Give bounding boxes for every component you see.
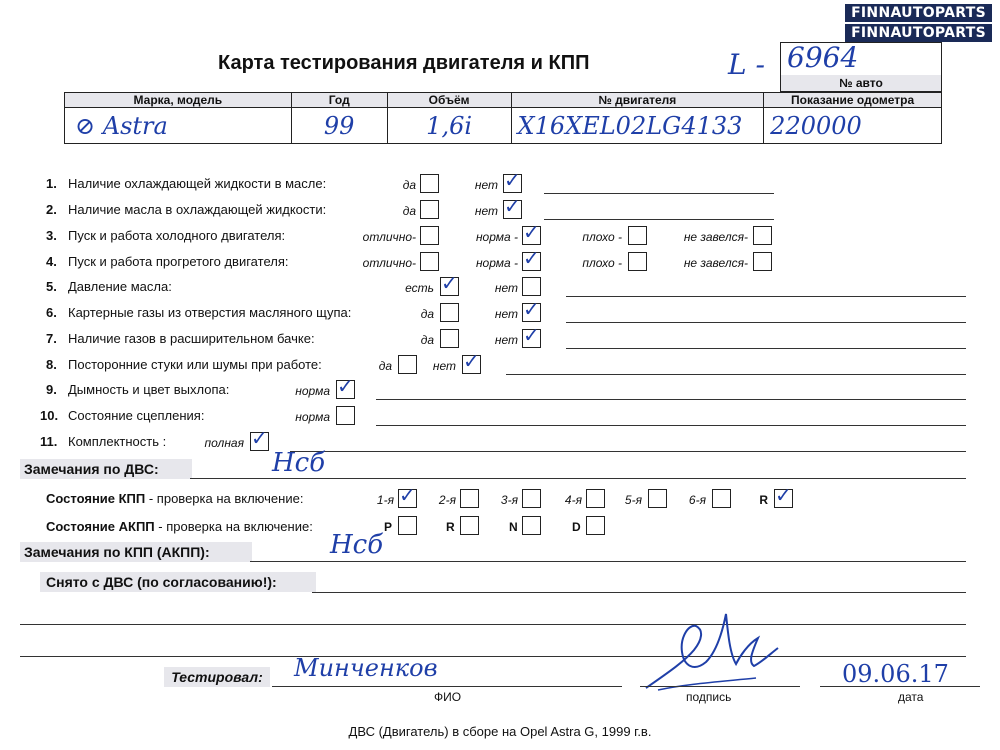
gear-6-label: 6-я	[688, 493, 706, 507]
caption: ДВС (Двигатель) в сборе на Opel Astra G, 1999 г.в.	[348, 724, 652, 739]
akpp-label: Состояние АКПП	[46, 519, 155, 534]
item-number: 8.	[46, 357, 57, 372]
item-label: Дымность и цвет выхлопа:	[68, 382, 230, 397]
item-number: 3.	[46, 228, 57, 243]
item-2-checkbox-yes[interactable]	[420, 200, 439, 219]
auto-number-value: 6964	[787, 41, 859, 74]
item-number: 5.	[46, 279, 57, 294]
item-label: Состояние сцепления:	[68, 408, 205, 423]
fio-label: ФИО	[434, 690, 462, 704]
item-7-checkbox-yes[interactable]	[440, 329, 459, 348]
item-label: Комплектность :	[68, 434, 167, 449]
item-9-opt-normal: норма	[295, 384, 330, 398]
item-7-opt-no: нет	[494, 333, 518, 347]
akpp-n-checkbox[interactable]	[522, 516, 541, 535]
item-4-checkbox-poor[interactable]	[628, 252, 647, 271]
col-odometer: Показание одометра	[764, 93, 942, 108]
kpp-label: Состояние КПП	[46, 491, 146, 506]
gear-3-label: 3-я	[500, 493, 518, 507]
item-3	[46, 228, 285, 243]
check-mark-icon: ✓	[463, 349, 480, 373]
kpp-remarks-line	[250, 561, 966, 562]
auto-number-box	[780, 42, 942, 92]
item-7-opt-yes: да	[420, 333, 434, 347]
dvs-remarks-line	[190, 478, 966, 479]
tester-name: Минченков	[294, 654, 438, 682]
item-2-notes-line	[544, 219, 774, 220]
item-3-opt-normal: норма -	[475, 230, 518, 244]
item-3-checkbox-excellent[interactable]	[420, 226, 439, 245]
item-2-opt-yes: да	[402, 204, 416, 218]
item-10	[40, 408, 204, 423]
gear-5-checkbox[interactable]	[648, 489, 667, 508]
item-number: 1.	[46, 176, 57, 191]
check-mark-icon: ✓	[251, 426, 268, 450]
check-mark-icon: ✓	[504, 194, 521, 218]
item-label: Картерные газы из отверстия масляного щупа:	[68, 305, 352, 320]
item-1	[46, 176, 326, 191]
item-label: Пуск и работа холодного двигателя:	[68, 228, 286, 243]
item-3-checkbox-no-start[interactable]	[753, 226, 772, 245]
item-label: Наличие охлаждающей жидкости в масле:	[68, 176, 327, 191]
item-3-checkbox-poor[interactable]	[628, 226, 647, 245]
page-title: Карта тестирования двигателя и КПП	[218, 52, 590, 74]
check-mark-icon: ✓	[337, 374, 354, 398]
item-6-opt-yes: да	[420, 307, 434, 321]
item-4-opt-no-start: не завелся-	[683, 256, 748, 270]
date-value: 09.06.17	[842, 660, 949, 688]
item-6	[46, 305, 351, 320]
item-8-checkbox-yes[interactable]	[398, 355, 417, 374]
removed-line-3	[20, 656, 966, 657]
check-mark-icon: ✓	[775, 483, 792, 507]
item-number: 4.	[46, 254, 57, 269]
watermark-line-1: FINNAUTOPARTS	[845, 4, 992, 22]
gear-6-checkbox[interactable]	[712, 489, 731, 508]
check-mark-icon: ✓	[523, 297, 540, 321]
removed-line-1	[312, 592, 966, 593]
item-6-notes-line	[566, 322, 966, 323]
kpp-row-label	[46, 491, 303, 506]
signature-label: подпись	[686, 690, 732, 704]
item-4	[46, 254, 288, 269]
item-10-checkbox-normal[interactable]	[336, 406, 355, 425]
check-mark-icon: ✓	[523, 246, 540, 270]
item-5-checkbox-no[interactable]	[522, 277, 541, 296]
item-number: 2.	[46, 202, 57, 217]
item-10-notes-line	[376, 425, 966, 426]
item-4-checkbox-no-start[interactable]	[753, 252, 772, 271]
gear-2-checkbox[interactable]	[460, 489, 479, 508]
item-label: Наличие масла в охлаждающей жидкости:	[68, 202, 327, 217]
tested-label: Тестировал:	[164, 667, 270, 687]
kpp-remarks-value: Нсб	[330, 530, 384, 560]
item-number: 9.	[46, 382, 57, 397]
akpp-p-label: P	[384, 520, 393, 534]
kpp-remarks-label: Замечания по КПП (АКПП):	[20, 542, 252, 562]
item-label: Пуск и работа прогретого двигателя:	[68, 254, 289, 269]
handwritten-id: L -	[728, 48, 765, 81]
item-number: 10.	[40, 408, 59, 423]
value-engine-number: X16XEL02LG4133	[511, 108, 764, 144]
item-11	[40, 434, 166, 449]
col-volume: Объём	[387, 93, 511, 108]
item-8	[46, 357, 322, 372]
gear-4-label: 4-я	[564, 493, 582, 507]
item-1-checkbox-yes[interactable]	[420, 174, 439, 193]
value-odometer: 220000	[764, 108, 942, 144]
item-8-opt-no: нет	[432, 359, 456, 373]
item-label: Давление масла:	[68, 279, 172, 294]
item-4-opt-excellent: отлично-	[362, 256, 416, 270]
item-5-notes-line	[566, 296, 966, 297]
item-5-opt-yes: есть	[405, 281, 434, 295]
gear-4-checkbox[interactable]	[586, 489, 605, 508]
item-label: Наличие газов в расширительном бачке:	[68, 331, 315, 346]
akpp-p-checkbox[interactable]	[398, 516, 417, 535]
fio-line	[272, 686, 622, 687]
item-1-notes-line	[544, 193, 774, 194]
value-make-model: ⊘ Astra	[65, 108, 292, 144]
akpp-row-label	[46, 519, 313, 534]
gear-3-checkbox[interactable]	[522, 489, 541, 508]
gear-2-label: 2-я	[438, 493, 456, 507]
item-11-opt-full: полная	[204, 436, 244, 450]
item-5	[46, 279, 172, 294]
check-mark-icon: ✓	[441, 271, 458, 295]
signature-line	[640, 686, 800, 687]
item-5-opt-no: нет	[494, 281, 518, 295]
item-9-notes-line	[376, 399, 966, 400]
item-label: Посторонние стуки или шумы при работе:	[68, 357, 322, 372]
item-7	[46, 331, 315, 346]
watermark-line-2: FINNAUTOPARTS	[845, 24, 992, 42]
dvs-remarks-value: Нсб	[272, 448, 326, 478]
item-3-opt-poor: плохо -	[582, 230, 622, 244]
auto-number-label: № авто	[781, 75, 941, 91]
date-label: дата	[898, 690, 924, 704]
item-4-opt-poor: плохо -	[582, 256, 622, 270]
gear-5-label: 5-я	[624, 493, 642, 507]
gear-1-label: 1-я	[376, 493, 394, 507]
item-4-opt-normal: норма -	[475, 256, 518, 270]
item-8-notes-line	[506, 374, 966, 375]
item-4-checkbox-excellent[interactable]	[420, 252, 439, 271]
check-mark-icon: ✓	[523, 323, 540, 347]
vehicle-info-table	[64, 92, 942, 144]
item-number: 7.	[46, 331, 57, 346]
item-10-opt-normal: норма	[295, 410, 330, 424]
value-volume: 1,6i	[387, 108, 511, 144]
akpp-r-label: R	[446, 520, 455, 534]
date-line	[820, 686, 980, 687]
removed-line-2	[20, 624, 966, 625]
akpp-r-checkbox[interactable]	[460, 516, 479, 535]
item-number: 11.	[40, 434, 58, 449]
akpp-d-label: D	[572, 520, 581, 534]
item-3-opt-no-start: не завелся-	[683, 230, 748, 244]
item-2	[46, 202, 326, 217]
item-8-opt-yes: да	[378, 359, 392, 373]
removed-label: Снято с ДВС (по согласованию!):	[40, 572, 316, 592]
dvs-remarks-label: Замечания по ДВС:	[20, 459, 192, 479]
check-mark-icon: ✓	[504, 168, 521, 192]
akpp-n-label: N	[509, 520, 518, 534]
item-7-notes-line	[566, 348, 966, 349]
col-make-model: Марка, модель	[65, 93, 292, 108]
item-6-checkbox-yes[interactable]	[440, 303, 459, 322]
col-engine-number: № двигателя	[511, 93, 764, 108]
item-6-opt-no: нет	[494, 307, 518, 321]
item-3-opt-excellent: отлично-	[362, 230, 416, 244]
item-2-opt-no: нет	[474, 204, 498, 218]
item-number: 6.	[46, 305, 57, 320]
value-year: 99	[291, 108, 387, 144]
item-11-notes-line	[290, 451, 966, 452]
col-year: Год	[291, 93, 387, 108]
kpp-suffix: - проверка на включение:	[145, 491, 304, 506]
item-9	[46, 382, 229, 397]
akpp-suffix: - проверка на включение:	[154, 519, 313, 534]
akpp-d-checkbox[interactable]	[586, 516, 605, 535]
item-1-opt-yes: да	[402, 178, 416, 192]
gear-r-label: R	[759, 493, 768, 507]
check-mark-icon: ✓	[399, 483, 416, 507]
check-mark-icon: ✓	[523, 220, 540, 244]
item-1-opt-no: нет	[474, 178, 498, 192]
